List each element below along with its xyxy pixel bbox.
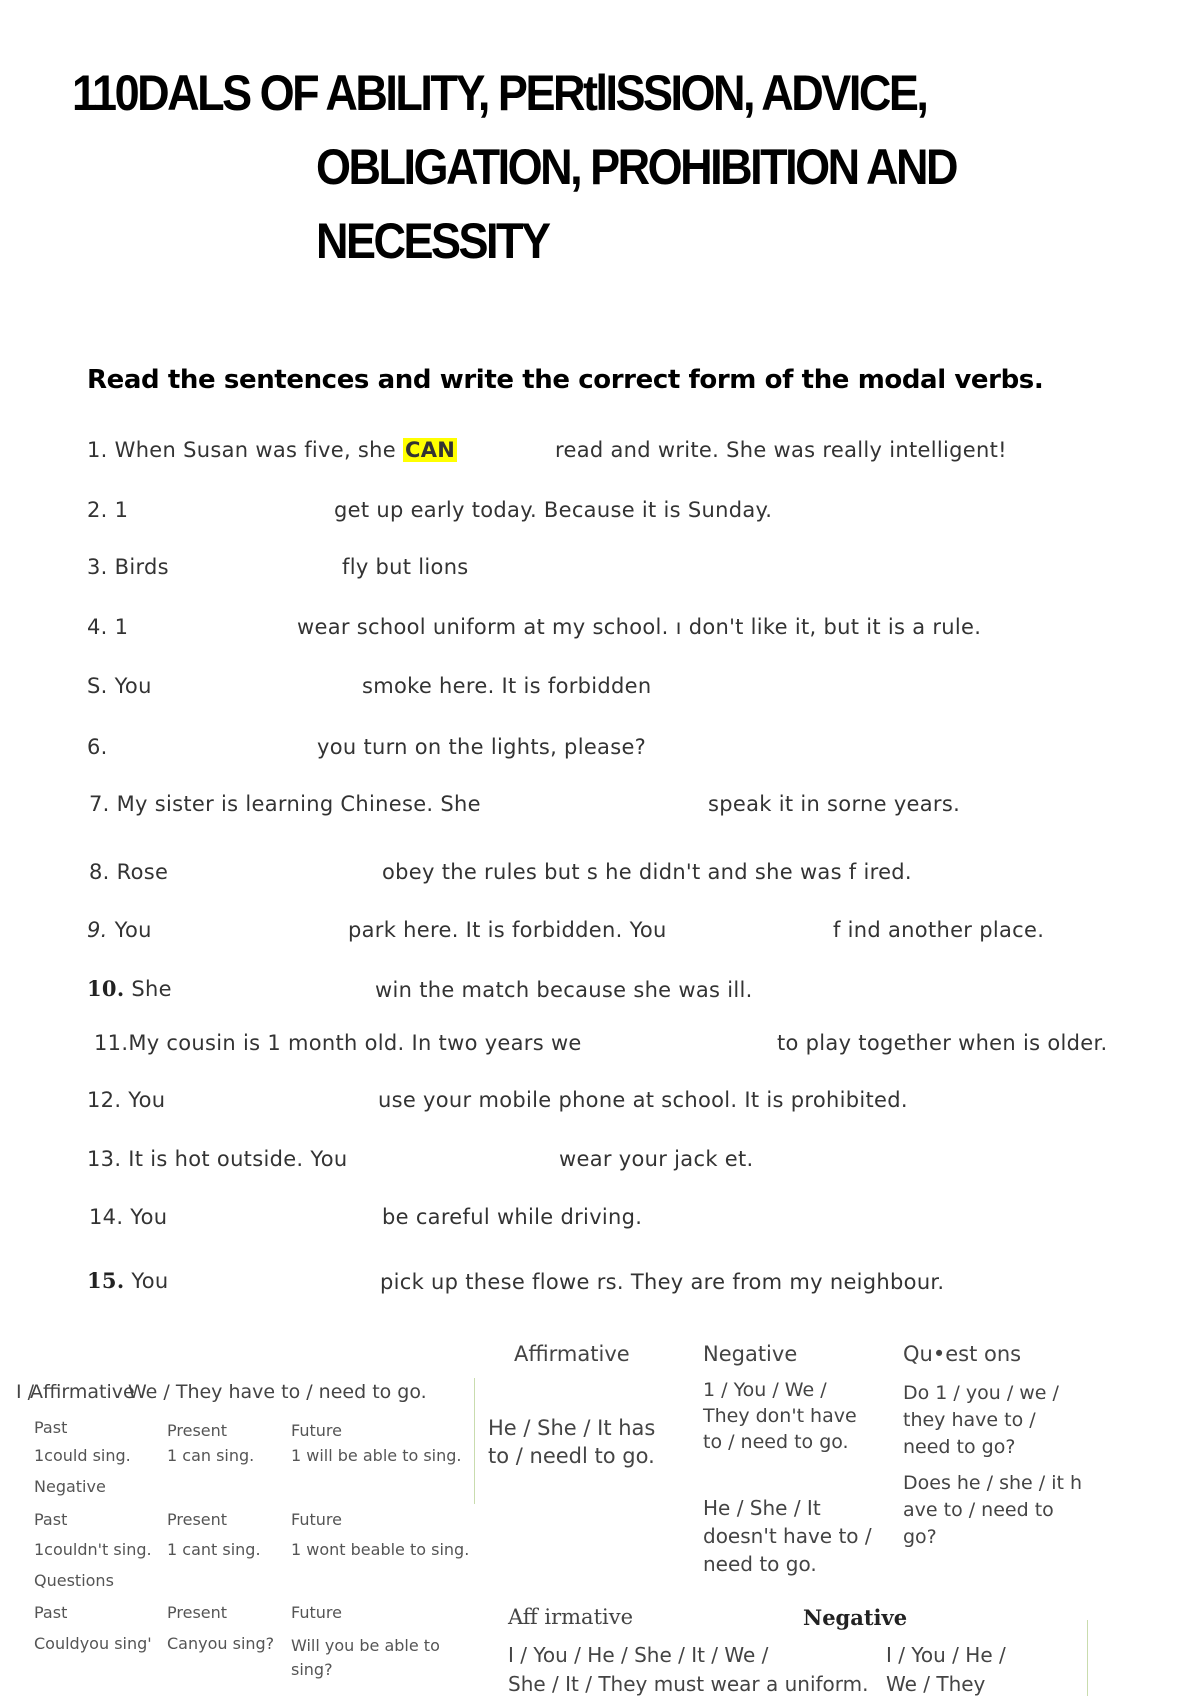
q-past-header: Past [34, 1603, 68, 1622]
answer-highlight: CAN [404, 438, 456, 462]
aff-future-header: Future [291, 1421, 342, 1440]
aff-future-example: 1 will be able to sing. [291, 1446, 462, 1465]
question-12-rest: use your mobile phone at school. It is prohibited. [378, 1088, 908, 1112]
page-title-line-1: 110DALS OF ABILITY, PERtlISSION, ADVICE, [72, 64, 927, 122]
question-8-rest: obey the rules but s he didn't and she was f ired. [382, 860, 912, 884]
question-3-rest: fly but lions [342, 555, 469, 579]
bottom-affirmative-text-2: She / It / They must wear a uniform. [508, 1672, 869, 1696]
right-questions-header: Qu•est ons [903, 1342, 1022, 1366]
right-questions-text-1: Do 1 / you / we / they have to / need to go? [903, 1382, 1059, 1458]
question-13: 13. It is hot outside. You [87, 1147, 348, 1171]
neg-past-header: Past [34, 1510, 68, 1529]
bottom-affirmative-header: Aff irmative [508, 1605, 634, 1629]
q-future-header: Future [291, 1603, 342, 1622]
right-negative-text-2: He / She / It doesn't have to / need to go. [703, 1496, 872, 1576]
question-13-rest: wear your jack et. [559, 1147, 754, 1171]
question-9-mid: park here. It is forbidden. You [348, 918, 667, 942]
question-5-rest: smoke here. It is forbidden [362, 674, 652, 698]
question-10: 10. She [87, 976, 172, 1001]
question-11-rest: to play together when is older. [777, 1031, 1108, 1055]
question-6-rest: you turn on the lights, please? [317, 735, 647, 759]
negative-label: Negative [34, 1477, 106, 1496]
bottom-negative-header: Negative [803, 1605, 908, 1630]
question-2: 2. 1 [87, 498, 129, 522]
bottom-affirmative-text-1: I / You / He / She / It / We / [508, 1643, 769, 1667]
neg-present-example: 1 cant sing. [167, 1540, 261, 1559]
instruction: Read the sentences and write the correct form of the modal verbs. [87, 365, 1044, 395]
bottom-negative-text-1: I / You / He / [886, 1643, 1006, 1667]
question-4-rest: wear school uniform at my school. ı don't like it, but it is a rule. [297, 615, 982, 639]
question-15: 15. You [87, 1268, 169, 1293]
table-header-overlap: I /Affirmative [16, 1381, 135, 1403]
aff-past-header: Past [34, 1418, 68, 1437]
question-5: S. You [87, 674, 152, 698]
neg-future-example: 1 wont beable to sing. [291, 1540, 470, 1559]
question-9: 9. You [87, 918, 152, 942]
question-10-rest: win the match because she was ill. [375, 978, 753, 1002]
table-divider-bottom [1087, 1620, 1088, 1696]
question-11: 11.My cousin is 1 month old. In two years we [94, 1031, 582, 1055]
question-1: 1. When Susan was five, she CAN [87, 438, 456, 462]
right-negative-text-1: 1 / You / We / They don't have to / need to go. [703, 1379, 857, 1453]
q-present-example: Canyou sing? [167, 1634, 275, 1653]
right-questions-text-2: Does he / she / it h ave to / need to go? [903, 1472, 1083, 1548]
question-3: 3. Birds [87, 555, 169, 579]
question-2-rest: get up early today. Because it is Sunday. [334, 498, 773, 522]
q-future-example: Will you be able to sing? [291, 1636, 440, 1679]
neg-future-header: Future [291, 1510, 342, 1529]
aff-present-header: Present [167, 1421, 228, 1440]
right-affirmative-header: Affirmative [514, 1342, 630, 1366]
q-present-header: Present [167, 1603, 228, 1622]
question-14: 14. You [89, 1205, 168, 1229]
right-affirmative-text: He / She / It has to / needl to go. [488, 1416, 656, 1468]
table-divider [474, 1378, 475, 1504]
neg-present-header: Present [167, 1510, 228, 1529]
aff-present-example: 1 can sing. [167, 1446, 255, 1465]
neg-past-example: 1couldn't sing. [34, 1540, 152, 1559]
page-title-line-3: NECESSITY [316, 212, 549, 270]
question-15-rest: pick up these flowe rs. They are from my neighbour. [380, 1270, 945, 1294]
question-14-rest: be careful while driving. [382, 1205, 643, 1229]
question-9-rest: f ind another place. [833, 918, 1045, 942]
question-6: 6. [87, 735, 108, 759]
page-title-line-2: OBLIGATION, PROHIBITION AND [316, 138, 956, 196]
question-12: 12. You [87, 1088, 166, 1112]
bottom-negative-text-2: We / They [886, 1672, 986, 1696]
question-1-rest: read and write. She was really intelligent! [555, 438, 1007, 462]
right-negative-header: Negative [703, 1342, 798, 1366]
aff-past-example: 1could sing. [34, 1446, 131, 1465]
table-header-overlap-rest: We / They have to / need to go. [128, 1381, 427, 1403]
question-7: 7. My sister is learning Chinese. She [89, 792, 481, 816]
question-7-rest: speak it in sorne years. [708, 792, 961, 816]
questions-label: Questions [34, 1571, 114, 1590]
question-8: 8. Rose [89, 860, 169, 884]
question-4: 4. 1 [87, 615, 129, 639]
q-past-example: Couldyou sing' [34, 1634, 152, 1653]
